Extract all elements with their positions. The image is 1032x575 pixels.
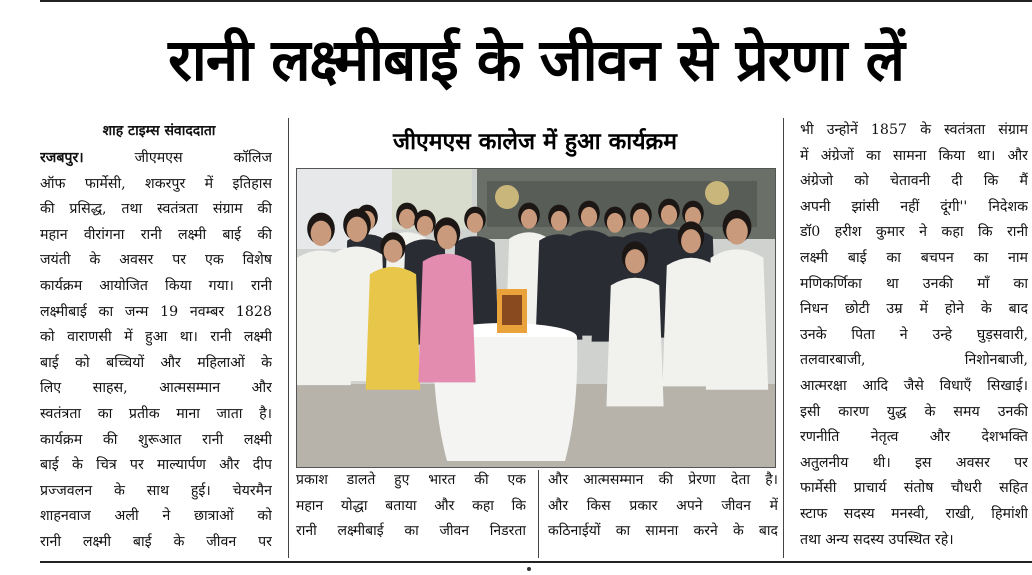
article-subheadline: जीएमएस कालेज में हुआ कार्यक्रम — [393, 129, 677, 155]
text-line: तथा अन्य सदस्य उपस्थित रहे। — [800, 531, 954, 548]
text-line: स्टाफ सदस्य मनस्वी, राखी, हिमांशी — [800, 505, 1028, 522]
text-line: महान वीरांगना रानी लक्ष्मी बाई की — [40, 226, 272, 243]
top-rule — [40, 0, 1032, 2]
text-line: भी उन्होनें 1857 के स्वतंत्रता संग्राम — [800, 122, 1028, 138]
article-byline: शाह टाइम्स संवाददाता — [102, 123, 216, 139]
text-line: लिए साहस, आत्मसम्मान और — [40, 380, 272, 397]
text-line: अपनी झांसी नहीं दूंगी'' निदेशक — [800, 198, 1028, 215]
article-column-right — [800, 118, 1028, 554]
article-headline: रानी लक्ष्मीबाई के जीवन से प्रेरणा लें — [168, 26, 904, 94]
text-line — [40, 146, 272, 172]
article-column-left — [40, 146, 272, 558]
text-line: ऑफ फार्मेसी, शकरपुर में इतिहास — [40, 175, 272, 192]
text-line: आत्मरक्षा आदि जैसे विधाएँ सिखाई। — [800, 377, 1028, 394]
text-line: अतुलनीय थी। इस अवसर पर — [800, 454, 1028, 471]
article-continuation — [296, 468, 778, 558]
text-line: रणनीति नेतृत्व और देशभक्ति — [800, 429, 1028, 446]
text-line: कार्यक्रम की शुरूआत रानी लक्ष्मी — [40, 431, 272, 448]
text-line: कार्यक्रम आयोजित किया गया। रानी — [40, 277, 272, 294]
text-line: लक्ष्मीबाई का जन्म 19 नवम्बर 1828 — [40, 303, 272, 320]
text-line: डॉ0 हरीश कुमार ने कहा कि रानी — [800, 224, 1028, 241]
text-line: रानी लक्ष्मीबाई का जीवन निडरता — [296, 523, 526, 540]
text-line: प्रज्जवलन के साथ हुई। चेयरमैन — [40, 482, 272, 499]
text-line: महान योद्धा बताया और कहा कि — [296, 497, 526, 514]
text-line: तलवारबाजी, निशोनबाजी, — [800, 352, 1028, 369]
text-line: की प्रसिद्ध, तथा स्वतंत्रता संग्राम की — [40, 201, 272, 218]
fold-mark — [527, 567, 531, 571]
text-line: बाई को बच्चियों और महिलाओं के — [40, 354, 272, 371]
text-line: लक्ष्मी बाई का बचपन का नाम — [800, 249, 1028, 266]
text-line: को वाराणसी में हुआ था। रानी लक्ष्मी — [40, 329, 272, 346]
text-line: और आत्मसम्मान की प्रेरणा देता है। — [548, 472, 778, 488]
column-divider-left — [288, 118, 289, 558]
text-line: अंग्रेजो को चेतावनी दी कि मैं — [800, 173, 1028, 190]
text-line: शाहनवाज अली ने छात्राओं को — [40, 508, 272, 525]
text-line: फार्मेसी प्राचार्य संतोष चौधरी सहित — [800, 480, 1028, 497]
text-line: उनके पिता ने उन्हे घुड़सवारी, — [800, 326, 1028, 343]
text-line: स्वतंत्रता का प्रतीक माना जाता है। — [40, 405, 272, 422]
text-line: मणिकर्णिका था उनकी माँ का — [800, 275, 1028, 292]
text-line: और किस प्रकार अपने जीवन में — [548, 497, 778, 514]
group-photo-icon — [297, 169, 775, 467]
text-fragment: जीएमएस कॉलिज — [83, 150, 272, 166]
text-line: जयंती के अवसर पर एक विशेष — [40, 252, 272, 269]
article-column-mid-left — [296, 468, 526, 545]
text-line: कठिनाईयों का सामना करने के बाद — [548, 523, 778, 540]
text-line: बाई के चित्र पर माल्यार्पण और दीप — [40, 457, 272, 474]
column-divider-right — [783, 118, 784, 558]
text-line: निधन छोटी उम्र में होने के बाद — [800, 301, 1028, 318]
bottom-rule — [40, 561, 1032, 563]
text-line: में अंग्रेजों का सामना किया था। और — [800, 147, 1028, 164]
dateline-place: रजबपुर। — [40, 150, 84, 166]
text-line: इसी कारण युद्ध के समय उनकी — [800, 403, 1028, 420]
article-column-mid-right — [548, 468, 778, 545]
text-line: प्रकाश डालते हुए भारत की एक — [296, 472, 526, 488]
article-photo — [296, 168, 776, 468]
text-line: रानी लक्ष्मी बाई के जीवन पर — [40, 533, 272, 550]
